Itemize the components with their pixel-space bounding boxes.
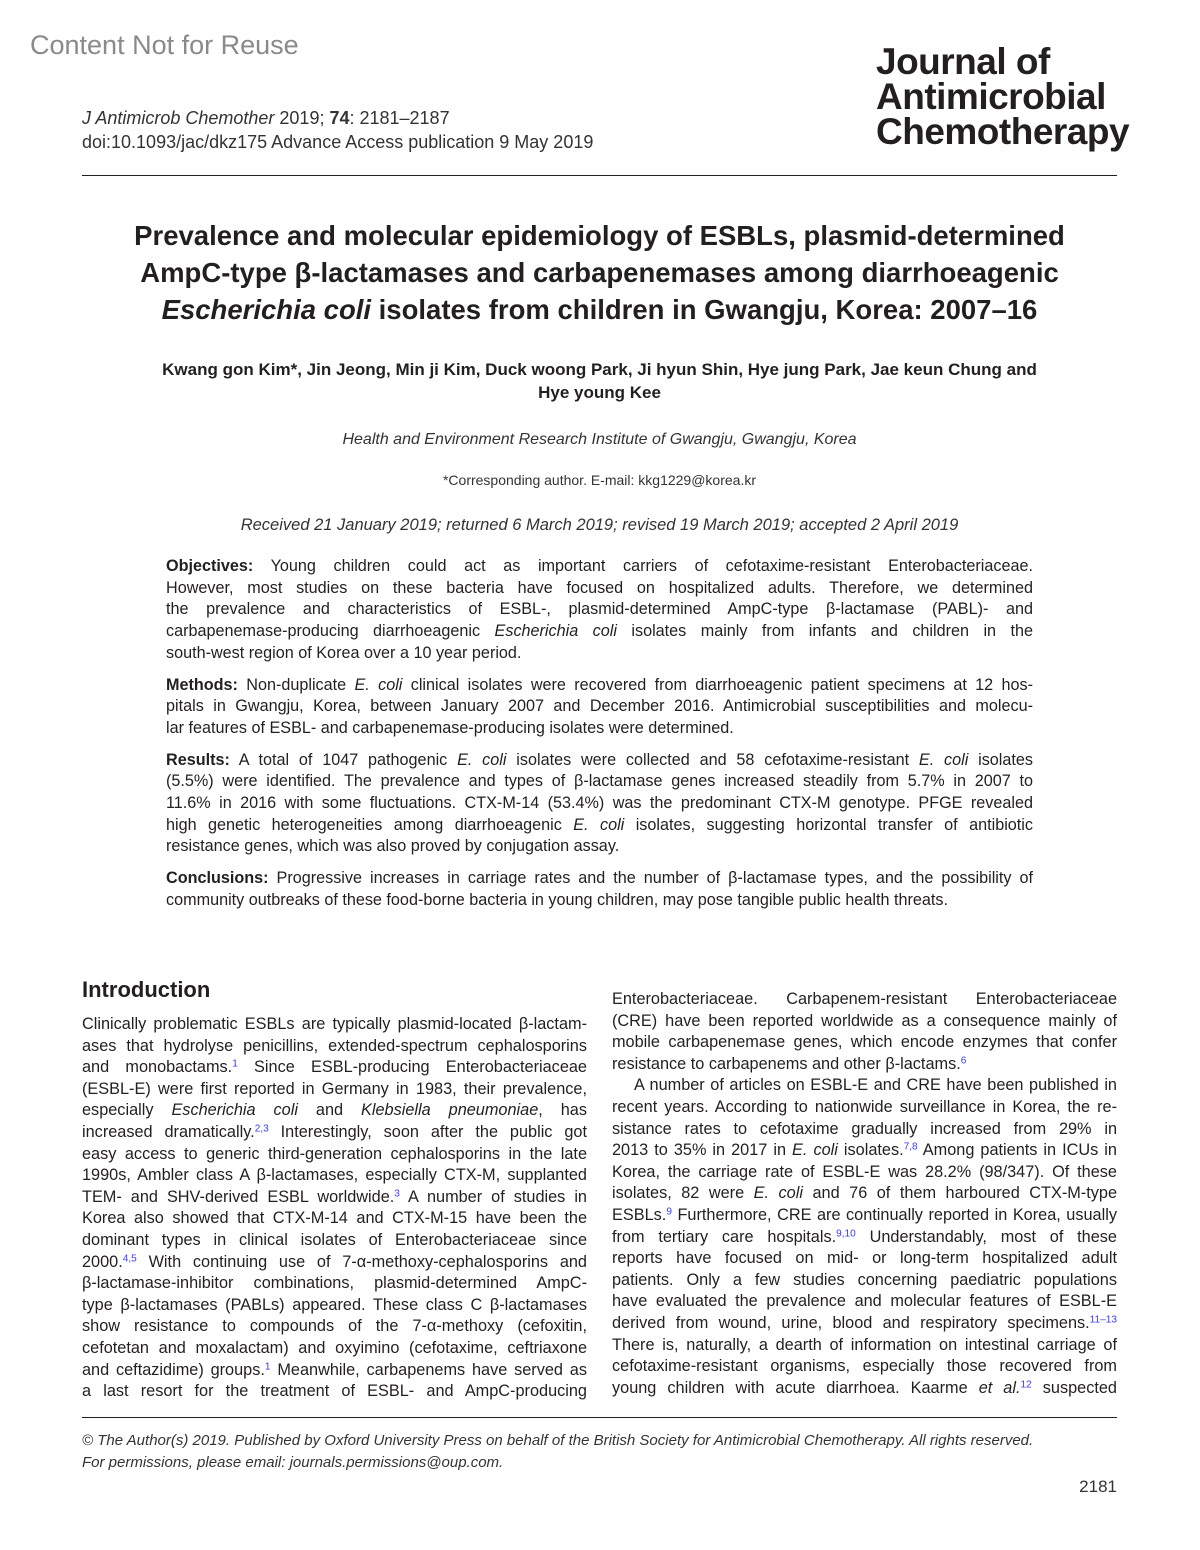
text-line (612, 1227, 1117, 1249)
text-line (612, 1356, 1117, 1378)
text-run: (CRE) have been reported worldwide as a consequence mainly of (612, 1011, 1117, 1030)
text-run: and ceftazidime) groups. (82, 1360, 265, 1379)
text-line (82, 1338, 587, 1360)
text-run: 11.6% in 2016 with some fluctuations. CTX-M-14 (53.4%) was the predominant CTX-M genotype. PFGE revealed (166, 794, 1033, 813)
text-run: A total of 1047 pathogenic (229, 750, 458, 769)
text-line (166, 793, 1033, 815)
text-run: isolates mainly from infants and children in the (616, 622, 1033, 641)
bold-label: 74 (329, 108, 350, 128)
text-line (166, 696, 1033, 718)
text-run: Furthermore, CRE are continually reported in Korea, usually (671, 1205, 1117, 1224)
text-run: easy access to generic third-generation cephalosporins in the late (82, 1144, 587, 1163)
paragraph (82, 1014, 587, 1403)
text-line (166, 868, 1033, 890)
text-run: especially (82, 1101, 172, 1120)
text-line (82, 1036, 587, 1058)
text-run: reports have focused on mid- or long-term hospitalized adult (612, 1249, 1117, 1268)
text-run: patients. Only a few studies concerning paediatric populations (612, 1270, 1117, 1289)
text-line (82, 1208, 587, 1230)
text-line (82, 381, 1117, 404)
text-run: cefotaxime-resistant organisms, especially those recovered from (612, 1357, 1117, 1376)
text-line (82, 1014, 587, 1036)
text-run: cefotetan and moxalactam) and oxyimino (cefotaxime, ceftriaxone (82, 1338, 587, 1357)
reference-link[interactable]: 12 (1020, 1379, 1032, 1391)
text-run: lar features of ESBL- and carbapenemase-producing isolates were determined. (166, 718, 734, 737)
text-run: A number of studies in (399, 1187, 587, 1206)
journal-logo-line: Journal of (876, 41, 1050, 82)
text-line (82, 358, 1117, 381)
text-line (82, 1230, 587, 1252)
reference-link[interactable]: 3 (394, 1188, 400, 1200)
reference-link[interactable]: 2,3 (254, 1123, 269, 1135)
text-run: resistance to carbapenems and other β-lactams. (612, 1054, 961, 1073)
reference-link[interactable]: 7,8 (903, 1141, 918, 1153)
text-line (612, 1032, 1117, 1054)
text-line (166, 578, 1033, 600)
italic-text: E. coli (457, 750, 507, 769)
text-line (166, 771, 1033, 793)
reference-link[interactable]: 9,10 (836, 1227, 856, 1239)
text-line (612, 1097, 1117, 1119)
italic-text: Klebsiella pneumoniae (361, 1101, 539, 1120)
citation-block (82, 106, 593, 154)
text-line (612, 1162, 1117, 1184)
journal-logo-line: Chemotherapy (876, 111, 1130, 152)
text-run: isolates (968, 750, 1033, 769)
text-line (82, 1360, 587, 1382)
text-line (82, 130, 593, 154)
text-run: have evaluated the prevalence and molecular features of ESBL-E (612, 1292, 1117, 1311)
text-line (82, 1100, 587, 1122)
text-line (612, 1140, 1117, 1162)
text-run: Korea, the carriage rate of ESBL-E was 28.2% (98/347). Of these (612, 1162, 1117, 1181)
text-run: Non-duplicate (237, 675, 355, 694)
text-line (82, 254, 1117, 291)
text-run: ases that hydrolyse penicillins, extended-spectrum cephalosporins (82, 1036, 587, 1055)
text-run: 2000. (82, 1252, 123, 1271)
text-run: isolates, 82 were (612, 1184, 754, 1203)
bold-label: Conclusions: (166, 869, 269, 888)
text-run: AmpC-type β-lactamases and carbapenemases among diarrhoeagenic (140, 257, 1059, 288)
page-number: 2181 (1079, 1477, 1117, 1496)
text-line (612, 1335, 1117, 1357)
text-run: high genetic heterogeneities among diarrhoeagenic (166, 815, 574, 834)
bold-label: Results: (166, 750, 230, 769)
text-run: 2013 to 35% in 2017 in (612, 1141, 793, 1160)
italic-text: E. coli (918, 750, 969, 769)
text-line (82, 1252, 587, 1274)
text-line (612, 1011, 1117, 1033)
text-line (166, 556, 1033, 578)
permissions-line: For permissions, please email: journals.permissions@oup.com. (82, 1454, 504, 1471)
text-run: 1990s, Ambler class A β-lactamases, especially CTX-M, supplanted (82, 1166, 587, 1185)
article-title (82, 217, 1117, 328)
text-line (82, 1079, 587, 1101)
copyright-line: © The Author(s) 2019. Published by Oxford University Press on behalf of the British Society for Antimicrobial Chemotherapy. All rights reserved. (82, 1432, 1034, 1449)
text-run: ESBLs. (612, 1205, 667, 1224)
text-run: a last resort for the treatment of ESBL- and AmpC-producing (82, 1382, 587, 1401)
reference-link[interactable]: 1 (264, 1360, 271, 1372)
text-line (166, 815, 1033, 837)
text-run: Since ESBL-producing Enterobacteriaceae (237, 1058, 587, 1077)
paragraph (166, 675, 1033, 740)
text-run: Kwang gon Kim*, Jin Jeong, Min ji Kim, Duck woong Park, Ji hyun Shin, Hye jung Park, Jae keun Chung and (162, 360, 1037, 379)
text-run: Enterobacteriaceae. Carbapenem-resistant Enterobacteriaceae (612, 990, 1117, 1008)
text-line (82, 217, 1117, 254)
text-line (82, 1381, 587, 1403)
italic-text: Escherichia coli (171, 1101, 298, 1120)
italic-text: Escherichia coli (161, 294, 372, 325)
text-run: and 76 of them harboured CTX-M-type (802, 1184, 1117, 1203)
text-line (82, 1144, 587, 1166)
text-run: mobile carbapenemase genes, which encode enzymes that confer (612, 1033, 1117, 1052)
text-line (166, 621, 1033, 643)
text-run: show resistance to compounds of the 7-α-methoxy (cefoxitin, (82, 1317, 587, 1336)
text-run: suspected (1031, 1378, 1117, 1397)
text-line (82, 1165, 587, 1187)
footer-divider (82, 1417, 1117, 1418)
text-run: pitals in Gwangju, Korea, between January 2007 and December 2016. Antimicrobial susceptibilities and molecu- (166, 697, 1033, 716)
text-line (82, 1057, 587, 1079)
text-run: clinical isolates were recovered from diarrhoeagenic patient specimens at 12 hos- (402, 675, 1033, 694)
text-run: There is, naturally, a dearth of information on intestinal carriage of (612, 1335, 1117, 1354)
text-line (82, 106, 593, 130)
affiliation: Health and Environment Research Institute of Gwangju, Gwangju, Korea (342, 431, 857, 448)
introduction-right-column (612, 989, 1117, 1399)
text-run: A number of articles on ESBL-E and CRE have been published in (634, 1076, 1117, 1095)
text-run: dominant types in clinical isolates of Enterobacteriaceae since (82, 1230, 587, 1249)
text-run: Hye young Kee (538, 383, 661, 402)
text-run: With continuing use of 7-α-methoxy-cephalosporins and (136, 1252, 587, 1271)
text-run: isolates were collected and 58 cefotaxime-resistant (506, 750, 919, 769)
paragraph (166, 556, 1033, 665)
italic-text: et al. (978, 1378, 1021, 1397)
watermark-text: Content Not for Reuse (30, 30, 299, 60)
text-line (612, 1291, 1117, 1313)
text-run: isolates from children in Gwangju, Korea: 2007–16 (371, 294, 1038, 325)
text-run: Meanwhile, carbapenems have served as (270, 1360, 587, 1379)
bold-label: Objectives: (166, 557, 254, 575)
text-line (612, 1313, 1117, 1335)
text-run: south-west region of Korea over a 10 year period. (166, 643, 522, 662)
text-line (612, 1270, 1117, 1292)
introduction-left-column (82, 1014, 587, 1403)
text-line (612, 1378, 1117, 1400)
abstract (166, 556, 1033, 922)
text-run: Interestingly, soon after the public got (268, 1122, 587, 1141)
text-run: : 2181–2187 (349, 108, 450, 128)
text-run: isolates. (837, 1141, 904, 1160)
text-run: and (297, 1101, 362, 1120)
bold-label: Methods: (166, 675, 238, 694)
journal-logo-line: Antimicrobial (876, 76, 1106, 117)
italic-text: E. coli (573, 815, 625, 834)
paragraph (166, 868, 1033, 911)
corresponding-author: *Corresponding author. E-mail: kkg1229@korea.kr (442, 472, 757, 488)
paragraph (612, 989, 1117, 1075)
text-run: TEM- and SHV-derived ESBL worldwide. (82, 1187, 395, 1206)
text-run: derived from wound, urine, blood and respiratory specimens. (612, 1313, 1090, 1332)
text-run: type β-lactamases (PABLs) appeared. These class C β-lactamases (82, 1295, 587, 1314)
italic-text: Escherichia coli (494, 622, 617, 641)
text-run: Prevalence and molecular epidemiology of ESBLs, plasmid-determined (134, 220, 1065, 251)
text-line (612, 1205, 1117, 1227)
text-run: β-lactamase-inhibitor combinations, plasmid-determined AmpC- (82, 1274, 587, 1293)
text-line (612, 1075, 1117, 1097)
text-run: and monobactams. (82, 1058, 233, 1077)
header-divider (82, 175, 1117, 176)
text-line (82, 1187, 587, 1209)
text-line (166, 599, 1033, 621)
text-run: young children with acute diarrhoea. Kaarme (612, 1378, 979, 1397)
text-line (166, 675, 1033, 697)
italic-text: E. coli (792, 1141, 838, 1160)
text-run: Korea also showed that CTX-M-14 and CTX-M-15 have been the (82, 1209, 587, 1228)
paragraph (612, 1075, 1117, 1399)
reference-link[interactable]: 1 (232, 1058, 238, 1070)
text-run: , has (538, 1101, 587, 1120)
text-run: doi:10.1093/jac/dkz175 Advance Access publication 9 May 2019 (82, 132, 594, 152)
text-run: isolates, suggesting horizontal transfer of antibiotic (624, 815, 1033, 834)
text-run: resistance genes, which was also proved by conjugation assay. (166, 837, 620, 856)
text-line (166, 718, 1033, 740)
text-run: increased dramatically. (82, 1122, 255, 1141)
text-line (612, 1054, 1117, 1076)
text-line (612, 1248, 1117, 1270)
text-line (612, 989, 1117, 1011)
italic-text: E. coli (354, 675, 403, 694)
text-run: recent years. According to nationwide surveillance in Korea, the re- (612, 1097, 1117, 1116)
text-line (82, 1122, 587, 1144)
paragraph (166, 750, 1033, 859)
copyright-notice (82, 1430, 1117, 1474)
text-run: sistance rates to cefotaxime gradually increased from 29% in (612, 1119, 1117, 1138)
reference-link[interactable]: 6 (960, 1055, 967, 1067)
reference-link[interactable]: 4,5 (122, 1252, 137, 1264)
text-run: carbapenemase-producing diarrhoeagenic (166, 622, 495, 641)
text-run: (ESBL-E) were first reported in Germany in 1983, their prevalence, (82, 1079, 587, 1098)
text-line (612, 1119, 1117, 1141)
italic-text: J Antimicrob Chemother (82, 108, 275, 128)
text-line (166, 750, 1033, 772)
text-run: Understandably, most of these (855, 1227, 1117, 1246)
reference-link[interactable]: 9 (666, 1206, 672, 1218)
section-heading-introduction: Introduction (82, 977, 211, 1002)
text-run: from tertiary care hospitals. (612, 1227, 837, 1246)
text-run: However, most studies on these bacteria have focused on hospitalized adults. Therefore, we determined (166, 578, 1033, 597)
text-line (166, 890, 1033, 912)
text-run: Among patients in ICUs in (917, 1141, 1117, 1160)
text-line (82, 1295, 587, 1317)
text-line (166, 643, 1033, 665)
text-run: Young children could act as important carriers of cefotaxime-resistant Enterobacteriaceae. (253, 557, 1033, 575)
text-line (82, 1273, 587, 1295)
text-line (612, 1183, 1117, 1205)
author-list (82, 358, 1117, 404)
text-run: (5.5%) were identified. The prevalence and types of β-lactamase genes increased steadily from 5.7% in 2007 to (166, 772, 1033, 791)
text-run: Progressive increases in carriage rates and the number of β-lactamase types, and the possibility of (268, 869, 1033, 888)
italic-text: E. coli (753, 1184, 803, 1203)
reference-link[interactable]: 11–13 (1089, 1314, 1117, 1326)
text-run: 2019; (274, 108, 330, 128)
journal-logo (876, 41, 1130, 152)
text-line (82, 291, 1117, 328)
text-run: the prevalence and characteristics of ESBL-, plasmid-determined AmpC-type β-lactamase (PABL)- and (166, 600, 1033, 619)
text-run: Clinically problematic ESBLs are typically plasmid-located β-lactam- (82, 1015, 587, 1033)
text-line (82, 1316, 587, 1338)
text-run: community outbreaks of these food-borne bacteria in young children, may pose tangible public health threats. (166, 890, 948, 909)
received-dates: Received 21 January 2019; returned 6 March 2019; revised 19 March 2019; accepted 2 April 2019 (240, 516, 959, 534)
text-line (166, 836, 1033, 858)
